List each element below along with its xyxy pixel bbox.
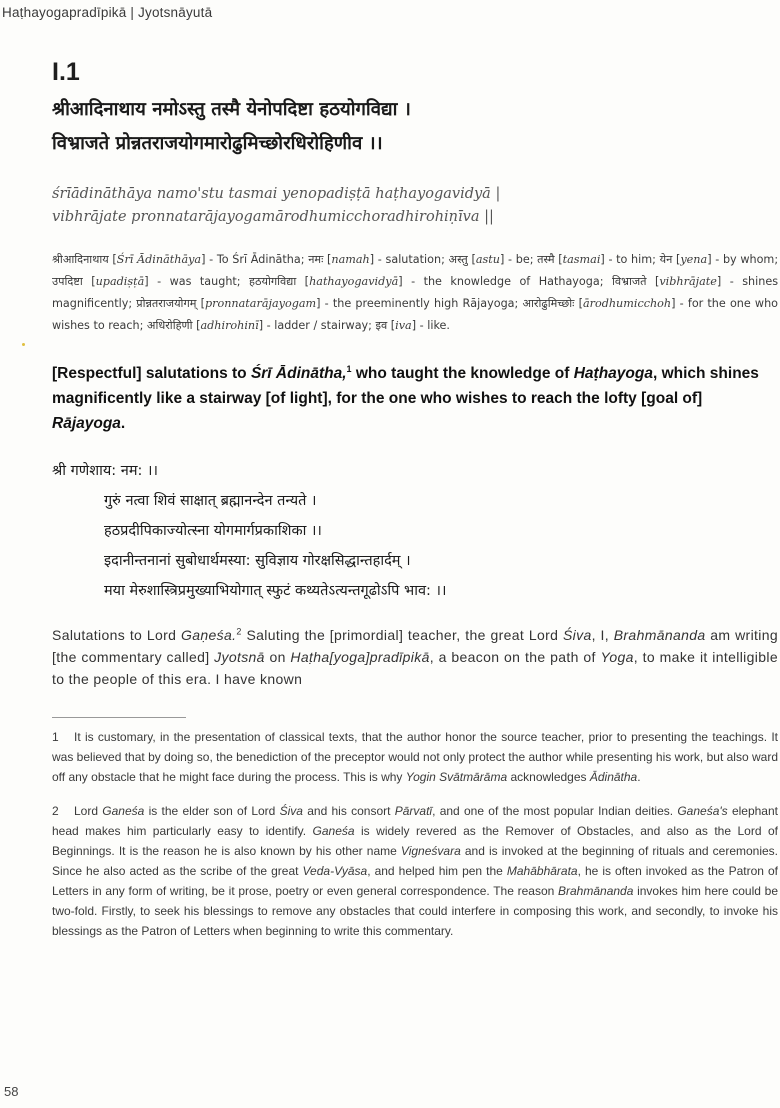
gloss-meaning: shines magnificently	[52, 275, 779, 310]
verse-transliteration	[52, 183, 778, 229]
gloss-meaning: ladder / stairway	[274, 319, 369, 332]
verse-devanagari	[52, 93, 778, 161]
commentary-verse-line: गुरुं नत्वा शिवं साक्षात् ब्रह्मानन्देन तन्यते ।	[104, 493, 317, 509]
gloss-devanagari: अस्तु	[448, 253, 468, 266]
gloss-entry: विभ्राजते [vibhrājate] - shines magnificently	[52, 275, 779, 310]
verse-number: I.1	[52, 58, 80, 86]
gloss-meaning: the knowledge of Hathayoga	[423, 275, 600, 288]
gloss-transliteration: pronnatarājayogam	[204, 297, 317, 310]
verse-transliteration-line: vibhrājate pronnatarājayogamārodhumicchoradhirohiṇīva ||	[52, 209, 494, 225]
gloss-meaning: to him	[616, 253, 653, 266]
gloss-transliteration: iva	[395, 319, 412, 332]
gloss-devanagari: श्रीआदिनाथाय	[52, 253, 109, 266]
page-content	[52, 58, 778, 941]
word-by-word-gloss: श्रीआदिनाथाय [Śrī Ādināthāya] - To Śrī Ādinātha; नमः [namah] - salutation; अस्तु [astu] - be; तस्मै [tasmai] - to him; येन [yena] - by whom; उपदिष्टा [upadiṣṭā] - was taught; हठयोगविद्या [hathayogavidyā] - the knowledge of Hathayoga; विभ्राजते [vibhrājate] - shines magnificently; प्रोन्नतराजयोगम् [pronnatarājayogam] - the preeminently high Rājayoga; आरोढुमिच्छोः [ārodhumicchoh] - for the one who wishes to reach; अधिरोहिणी [adhirohinī] - ladder / stairway; इव [iva] - like.	[52, 253, 779, 332]
footnote-2: 2 Lord Ganeśa is the elder son of Lord Śiva and his consort Pārvatī, and one of the most popular Indian deities. Ganeśa's elephant head makes him particularly easy to identify. Ganeśa is widely revered as the Remover of Obstacles, and also as the Lord of Beginnings. It is the reason he is also known by his other name Vigneśvara and is invoked at the beginning of rituals and ceremonies. Since he also acted as the scribe of the great Veda-Vyāsa, and helped him pen the Mahābhārata, he is often invoked as the Patron of Letters in any form of writing, be it prose, poetry or even general correspondence. The reason Brahmānanda invokes him here could be two-fold. Firstly, to seek his blessings to remove any obstacles that could interfere in composing this work, and secondly, to invoke his blessings as the Patron of Letters when beginning to write this commentary.	[52, 804, 779, 938]
gloss-transliteration: namah	[331, 253, 370, 266]
gloss-transliteration: astu	[475, 253, 500, 266]
gloss-transliteration: ārodhumicchoh	[582, 297, 672, 310]
gloss-devanagari: विभ्राजते	[611, 275, 647, 288]
gloss-devanagari: उपदिष्टा	[52, 275, 83, 288]
gloss-entry: हठयोगविद्या [hathayogavidyā] - the knowledge of Hathayoga	[249, 275, 600, 288]
gloss-entry: श्रीआदिनाथाय [Śrī Ādināthāya] - To Śrī Ādinātha	[52, 253, 301, 266]
gloss-meaning: by whom	[722, 253, 775, 266]
gloss-meaning: salutation	[385, 253, 442, 266]
gloss-entry: तस्मै [tasmai] - to him	[537, 253, 653, 266]
verse-devanagari-line: विभ्राजते प्रोन्नतराजयोगमारोढुमिच्छोरधिरोहिणीव ।।	[52, 133, 383, 154]
gloss-meaning: be	[515, 253, 530, 266]
commentary-verses	[52, 456, 778, 606]
invocation-line: श्री गणेशाय: नम: ।।	[52, 463, 159, 479]
gloss-devanagari: आरोढुमिच्छोः	[522, 297, 575, 310]
page-number: 58	[4, 1084, 19, 1099]
gloss-devanagari: तस्मै	[537, 253, 555, 266]
gloss-entry: अधिरोहिणी [adhirohinī] - ladder / stairway	[146, 319, 369, 332]
gloss-meaning: was taught	[169, 275, 237, 288]
gloss-entry: येन [yena] - by whom	[659, 253, 775, 266]
running-header: Haṭhayogapradīpikā | Jyotsnāyutā	[2, 5, 213, 20]
gloss-meaning: To Śrī Ādinātha	[216, 253, 301, 266]
gloss-devanagari: इव	[375, 319, 388, 332]
gloss-entry: प्रोन्नतराजयोगम् [pronnatarājayogam] - the preeminently high Rājayoga	[136, 297, 515, 310]
decorative-dot	[22, 343, 25, 346]
commentary-paragraph: Salutations to Lord Gaṇeśa.$^2$ Saluting the [primordial] teacher, the great Lord Śiva, I, Brahmānanda am writing [the commentary called] Jyotsnā on Haṭha[yoga]pradīpikā, a beacon on the path of Yoga, to make it intelligible to the people of this era. I have known	[52, 626, 779, 687]
gloss-transliteration: yena	[680, 253, 708, 266]
gloss-devanagari: नमः	[308, 253, 324, 266]
footnote-divider	[52, 717, 186, 718]
gloss-devanagari: हठयोगविद्या	[249, 275, 297, 288]
gloss-transliteration: Śrī Ādināthāya	[116, 253, 202, 266]
gloss-meaning: like.	[427, 319, 450, 332]
verse-transliteration-line: śrīādināthāya namo'stu tasmai yenopadiṣṭā haṭhayogavidyā |	[52, 186, 501, 202]
gloss-transliteration: upadiṣṭā	[95, 275, 145, 288]
gloss-devanagari: प्रोन्नतराजयोगम्	[136, 297, 197, 310]
gloss-transliteration: vibhrājate	[659, 275, 717, 288]
gloss-entry: अस्तु [astu] - be	[448, 253, 530, 266]
verse-translation: [Respectful] salutations to Śrī Ādinātha,$^1$ who taught the knowledge of Haṭhayoga, which shines magnificently like a stairway [of light], for the one who wishes to reach the lofty [goal of] Rājayoga.	[52, 363, 759, 432]
commentary-verse-line: हठप्रदीपिकाज्योत्स्ना योगमार्गप्रकाशिका ।।	[104, 523, 322, 539]
gloss-devanagari: येन	[659, 253, 673, 266]
gloss-devanagari: अधिरोहिणी	[146, 319, 193, 332]
gloss-transliteration: hathayogavidyā	[309, 275, 399, 288]
gloss-entry: आरोढुमिच्छोः [ārodhumicchoh] - for the one who wishes to reach	[52, 297, 779, 332]
gloss-entry: नमः [namah] - salutation	[308, 253, 442, 266]
gloss-meaning: for the one who wishes to reach	[52, 297, 779, 332]
gloss-entry: उपदिष्टा [upadiṣṭā] - was taught	[52, 275, 237, 288]
commentary-verse-line: इदानीन्तनानां सुबोधार्थमस्या: सुविज्ञाय गोरक्षसिद्धान्तहार्दम् ।	[104, 553, 411, 569]
gloss-meaning: the preeminently high Rājayoga	[332, 297, 515, 310]
footnote-1: 1 It is customary, in the presentation of classical texts, that the author honor the source teacher, prior to presenting the teachings. It was believed that by doing so, the benediction of the preceptor would not only protect the author while presenting his work, but also ward off any obstacle that he might face during the process. This is why Yogin Svātmārāma acknowledges Ādinātha.	[52, 730, 778, 784]
commentary-verse-line: मया मेरुशास्त्रिप्रमुख्याभियोगात् स्फुटं कथ्यतेऽत्यन्तगूढोऽपि भाव: ।।	[104, 583, 447, 599]
gloss-entry: इव [iva] - like.	[375, 319, 450, 332]
gloss-transliteration: tasmai	[562, 253, 601, 266]
verse-devanagari-line: श्रीआदिनाथाय नमोऽस्तु तस्मै येनोपदिष्टा हठयोगविद्या ।	[52, 99, 411, 120]
gloss-transliteration: adhirohinī	[200, 319, 259, 332]
